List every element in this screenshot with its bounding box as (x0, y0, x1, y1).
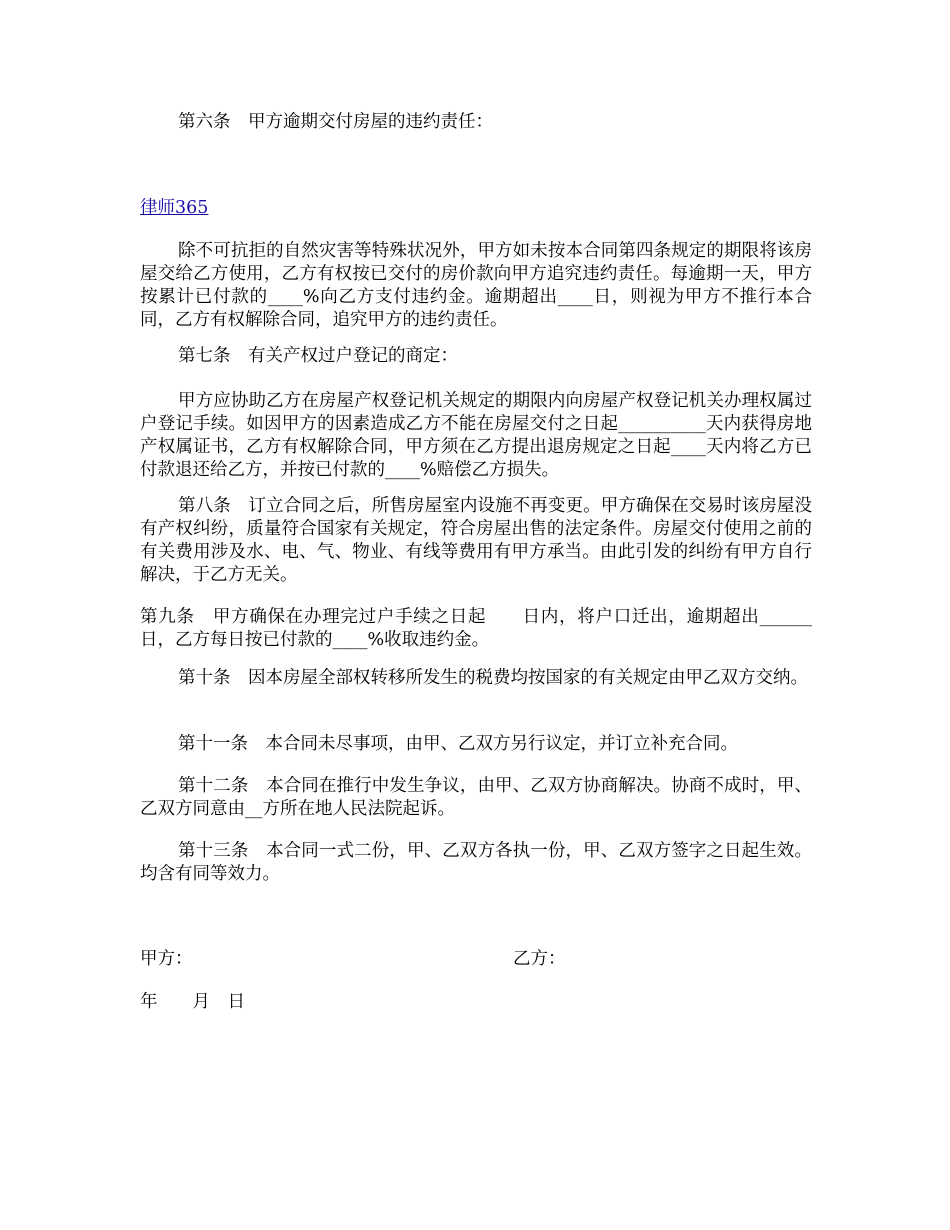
party-b-signature-label: 乙方： (513, 949, 566, 969)
article-9-body: 第九条 甲方确保在办理完过户手续之日起 日内，将户口迁出，逾期超出______日，乙方每日按已付款的____%收取违约金。 (140, 607, 812, 650)
article-6-body: 除不可抗拒的自然灾害等特殊状况外，甲方如未按本合同第四条规定的期限将该房屋交给乙方使用，乙方有权按已交付的房价款向甲方追究违约责任。每逾期一天，甲方按累计已付款的____%向乙方支付违约金。逾期超出____日，则视为甲方不推行本合同，乙方有权解除合同，追究甲方的违约责任。 (140, 241, 812, 330)
article-7-body: 甲方应协助乙方在房屋产权登记机关规定的期限内向房屋产权登记机关办理权属过户登记手续。如因甲方的因素造成乙方不能在房屋交付之日起__________天内获得房地产权属证书，乙方有权解除合同，甲方须在乙方提出退房规定之日起____天内将乙方已付款退还给乙方，并按已付款的____%赔偿乙方损失。 (140, 391, 812, 480)
party-a-signature-label: 甲方： (140, 949, 193, 969)
article-13-body: 第十三条 本合同一式二份，甲、乙双方各执一份，甲、乙双方签字之日起生效。均含有同等效力。 (140, 841, 812, 884)
lawyer365-link-line (140, 197, 812, 220)
article-8-body: 第八条 订立合同之后，所售房屋室内设施不再变更。甲方确保在交易时该房屋没有产权纠纷，质量符合国家有关规定，符合房屋出售的法定条件。房屋交付使用之前的有关费用涉及水、电、气、物业、有线等费用有甲方承当。由此引发的纠纷有甲方自行解决，于乙方无关。 (140, 496, 812, 585)
article-12-body: 第十二条 本合同在推行中发生争议，由甲、乙双方协商解决。协商不成时，甲、乙双方同意由__方所在地人民法院起诉。 (140, 776, 812, 819)
article-10-body: 第十条 因本房屋全部权转移所发生的税费均按国家的有关规定由甲乙双方交纳。 (178, 668, 808, 688)
signing-date-line: 年 月 日 (140, 992, 245, 1012)
article-6-heading: 第六条 甲方逾期交付房屋的违约责任： (178, 112, 493, 132)
article-7-heading: 第七条 有关产权过户登记的商定： (178, 346, 458, 366)
lawyer365-link[interactable]: 律师365 (140, 198, 209, 218)
article-11-body: 第十一条 本合同未尽事项，由甲、乙双方另行议定，并订立补充合同。 (178, 734, 738, 754)
